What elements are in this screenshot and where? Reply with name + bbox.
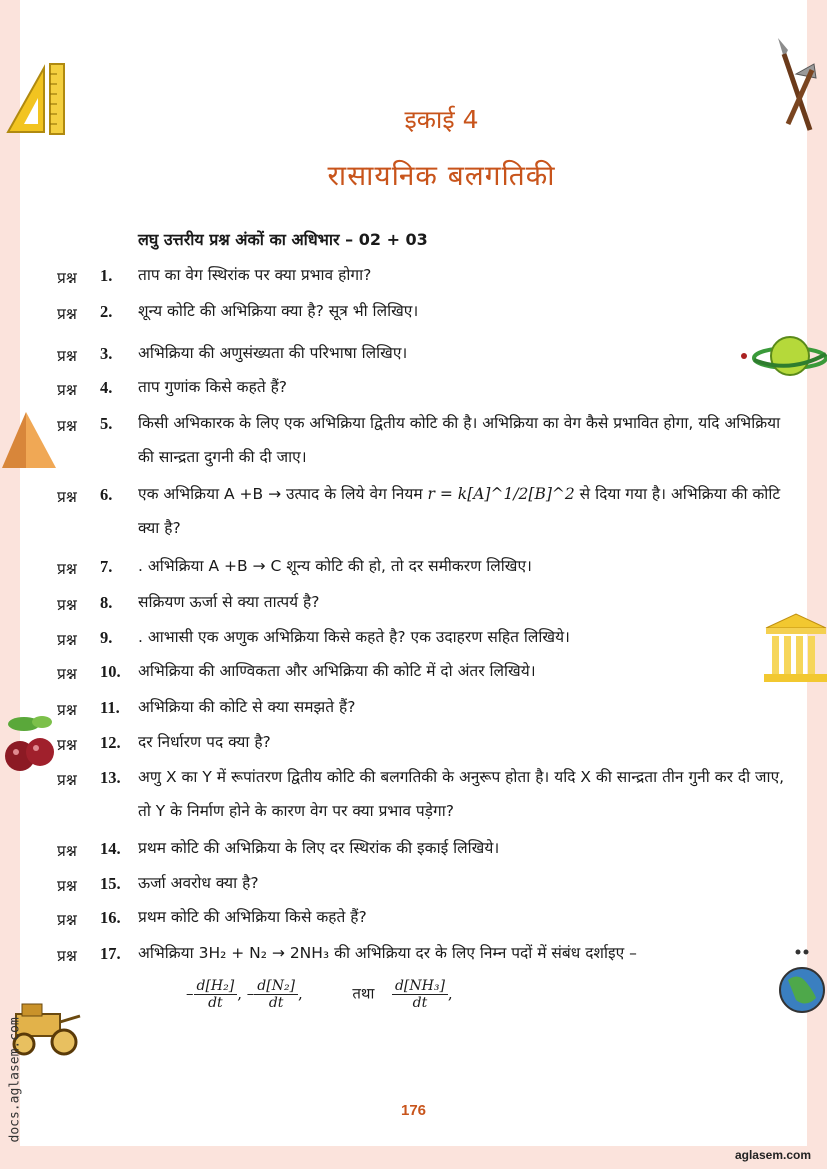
question-number: 11. [100,698,120,717]
question-text: ऊर्जा अवरोध क्या है? [138,874,259,892]
question-label: प्रश्न [57,417,77,435]
question-text: दर निर्धारण पद क्या है? [138,733,271,751]
question-text: सक्रियण ऊर्जा से क्या तात्पर्य है? [138,593,320,611]
unit-heading: इकाई 4 [404,105,479,134]
question-number: 14. [100,839,121,858]
question-text: किसी अभिकारक के लिए एक अभिक्रिया द्वितीय कोटि की है। अभिक्रिया का वेग कैसे प्रभावित होगा, यदि अभिक्रिया की सान्द्रता दुगनी की दी जाए। [138,414,781,466]
question-label: प्रश्न [57,347,77,365]
question-number: 2. [100,302,113,321]
question-number: 4. [100,378,113,397]
question-number: 9. [100,628,113,647]
chapter-title: रासायनिक बलगतिकी [327,159,556,192]
question-text: ताप गुणांक किसे कहते हैं? [138,378,288,396]
side-watermark: docs.aglasem.com [7,1017,23,1143]
question-number: 5. [100,414,113,433]
question-number: 8. [100,593,113,612]
question-label: प्रश्न [57,911,77,929]
question-label: प्रश्न [57,771,77,789]
question-text: अभिक्रिया की आण्विकता और अभिक्रिया की कोटि में दो अंतर लिखिये। [138,662,536,680]
question-label: प्रश्न [57,305,77,323]
question-label: प्रश्न [57,877,77,895]
question-number: 3. [100,344,113,363]
question-number: 1. [100,266,113,285]
question-text: अणु X का Y में रूपांतरण द्वितीय कोटि की बलगतिकी के अनुरूप होता है। यदि X की सान्द्रता तीन गुनी कर दी जाए, तो Y के निर्माण होने के कारण वेग पर क्या प्रभाव पड़ेगा? [138,768,785,820]
question-number: 10. [100,662,121,681]
question-label: प्रश्न [57,596,77,614]
pyramid-icon [0,408,58,472]
q17-terms: – $\frac{\text{d[H₂]}}{dt}$ , – $\frac{\text{d[N₂]}}{dt}$ , तथा $\frac{\text{d[NH₃]}}{dt}$ , [186,978,453,1011]
question-label: प्रश्न [57,269,77,287]
question-number: 15. [100,874,121,893]
question-number: 12. [100,733,121,752]
dn2-dt-fraction: $\frac{\text{d[N₂]}}{dt}$ [254,978,298,1011]
question-text: अभिक्रिया की कोटि से क्या समझते हैं? [138,698,356,716]
question-number: 17. [100,944,121,963]
dnh3-dt-fraction: $\frac{\text{d[NH₃]}}{dt}$ [392,978,448,1011]
question-label: प्रश्न [57,488,77,506]
question-text: प्रथम कोटि की अभिक्रिया के लिए दर स्थिरांक की इकाई लिखिये। [138,839,500,857]
question-text: एक अभिक्रिया A +B → उत्पाद के लिये वेग नियम r = k[A]^1/2[B]^2 से दिया गया है। अभिक्रिया की कोटि क्या है? [138,485,781,537]
rate-law-formula: r = k[A]^1/2[B]^2 [427,485,575,503]
question-label: प्रश्न [57,381,77,399]
question-text: . आभासी एक अणुक अभिक्रिया किसे कहते है? एक उदाहरण सहित लिखिये। [138,628,570,646]
question-text: प्रथम कोटि की अभिक्रिया किसे कहते हैं? [138,908,367,926]
page-number: 176 [400,1102,427,1119]
question-number: 6. [100,485,113,504]
question-number: 16. [100,908,121,927]
question-label: प्रश्न [57,560,77,578]
question-text: अभिक्रिया की अणुसंख्यता की परिभाषा लिखिए। [138,344,408,362]
dh2-dt-fraction: $\frac{\text{d[H₂]}}{dt}$ [194,978,238,1011]
berries-icon [2,710,60,776]
question-label: प्रश्न [57,736,77,754]
site-watermark: aglasem.com [734,1148,811,1162]
question-text: ताप का वेग स्थिरांक पर क्या प्रभाव होगा? [138,266,372,284]
question-label: प्रश्न [57,665,77,683]
question-label: प्रश्न [57,701,77,719]
question-text: शून्य कोटि की अभिक्रिया क्या है? सूत्र भी लिखिए। [138,302,419,320]
question-label: प्रश्न [57,842,77,860]
marks-subheading: लघु उत्तरीय प्रश्न अंकों का अधिभार – 02 + 03 [138,230,428,249]
conjunction-text: तथा [352,984,375,1003]
question-number: 13. [100,768,121,787]
question-text: अभिक्रिया 3H₂ + N₂ → 2NH₃ की अभिक्रिया दर के लिए निम्न पदों में संबंध दर्शाइए – [138,944,637,962]
question-label: प्रश्न [57,631,77,649]
question-label: प्रश्न [57,947,77,965]
question-number: 7. [100,557,113,576]
question-text: . अभिक्रिया A +B → C शून्य कोटि की हो, तो दर समीकरण लिखिए। [138,557,532,575]
